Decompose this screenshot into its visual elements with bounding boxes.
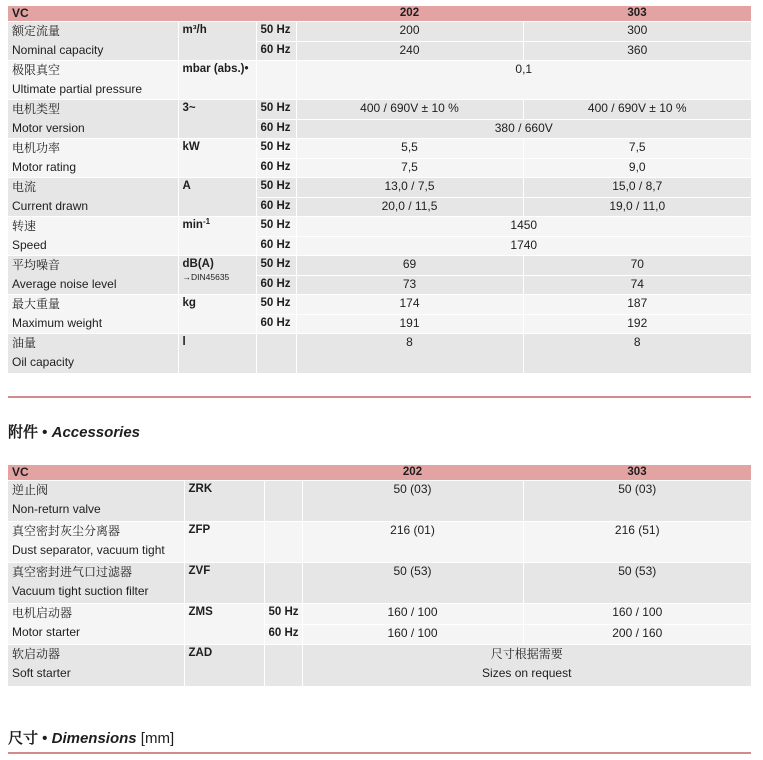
section-divider <box>8 396 751 398</box>
spec-header-model-202: 202 <box>296 6 523 22</box>
spec-unit: 3~ <box>178 100 256 139</box>
accessories-table <box>8 465 751 686</box>
spec-value-merged: 0,1 <box>296 61 751 100</box>
spec-row-capacity <box>8 22 751 42</box>
dimensions-heading-en: Dimensions <box>51 730 137 747</box>
acc-code: ZRK <box>184 481 264 522</box>
acc-row-soft-starter <box>8 645 751 686</box>
accessories-heading-sep: • <box>38 424 52 441</box>
spec-hz: 50 Hz <box>256 100 296 120</box>
acc-label-zh: 逆止阀 <box>12 483 49 497</box>
spec-label-en: Speed <box>12 238 47 252</box>
acc-value: 216 (01) <box>302 522 523 563</box>
spec-label-zh: 额定流量 <box>12 24 61 38</box>
acc-label-zh: 真空密封灰尘分离器 <box>12 524 121 538</box>
spec-hz: 50 Hz <box>256 217 296 237</box>
spec-row-noise <box>8 256 751 276</box>
spec-unit: kW <box>178 139 256 178</box>
spec-value: 174 <box>296 295 523 315</box>
spec-unit-note: →DIN45635 <box>182 272 230 282</box>
spec-row-oil <box>8 334 751 373</box>
acc-value: 50 (53) <box>523 563 751 604</box>
spec-value-merged: 380 / 660V <box>296 120 751 139</box>
spec-value: 187 <box>523 295 751 315</box>
spec-label-zh: 平均噪音 <box>12 258 61 272</box>
spec-value: 8 <box>296 334 523 373</box>
spec-label-zh: 电机功率 <box>12 141 61 155</box>
spec-row-weight <box>8 295 751 315</box>
spec-unit-sup: -1 <box>202 217 211 226</box>
dimensions-heading <box>8 727 174 748</box>
spec-value: 7,5 <box>523 139 751 159</box>
spec-value: 360 <box>523 42 751 61</box>
spec-value: 73 <box>296 276 523 295</box>
spec-value: 9,0 <box>523 159 751 178</box>
acc-hz: 50 Hz <box>264 604 302 625</box>
acc-label-zh: 电机启动器 <box>12 606 73 620</box>
spec-value-merged: 1450 <box>296 217 751 237</box>
acc-code: ZAD <box>184 645 264 686</box>
acc-label-zh: 真空密封进气口过滤器 <box>12 565 133 579</box>
acc-value: 50 (03) <box>523 481 751 522</box>
spec-value: 69 <box>296 256 523 276</box>
acc-value: 216 (51) <box>523 522 751 563</box>
acc-value: 160 / 100 <box>302 625 523 645</box>
acc-code: ZMS <box>184 604 264 645</box>
acc-merged-zh: 尺寸根据需要 <box>490 647 563 661</box>
spec-unit-base: dB(A) <box>182 258 214 270</box>
dimensions-heading-unit: [mm] <box>136 730 175 747</box>
acc-merged-en: Sizes on request <box>482 666 572 680</box>
spec-hz: 60 Hz <box>256 120 296 139</box>
acc-value: 160 / 100 <box>302 604 523 625</box>
spec-table <box>8 6 751 373</box>
spec-header-label: VC <box>8 6 178 22</box>
accessories-heading <box>8 421 140 442</box>
acc-code: ZFP <box>184 522 264 563</box>
spec-hz: 50 Hz <box>256 178 296 198</box>
spec-value: 7,5 <box>296 159 523 178</box>
spec-hz: 50 Hz <box>256 256 296 276</box>
spec-value: 200 <box>296 22 523 42</box>
acc-label-en: Motor starter <box>12 625 81 639</box>
spec-value: 240 <box>296 42 523 61</box>
acc-label-en: Soft starter <box>12 666 71 680</box>
spec-unit-base: min <box>182 219 203 231</box>
dimensions-heading-zh: 尺寸 <box>8 730 39 747</box>
accessories-heading-zh: 附件 <box>8 424 39 441</box>
spec-hz: 60 Hz <box>256 237 296 256</box>
spec-hz: 60 Hz <box>256 276 296 295</box>
spec-row-pressure <box>8 61 751 100</box>
acc-value: 50 (53) <box>302 563 523 604</box>
spec-value: 15,0 / 8,7 <box>523 178 751 198</box>
spec-hz: 50 Hz <box>256 295 296 315</box>
spec-unit <box>178 256 256 295</box>
spec-label-zh: 电机类型 <box>12 102 61 116</box>
spec-value: 191 <box>296 315 523 334</box>
spec-label-en: Nominal capacity <box>12 43 104 57</box>
spec-value: 74 <box>523 276 751 295</box>
acc-row-dust-separator <box>8 522 751 563</box>
acc-hz: 60 Hz <box>264 625 302 645</box>
spec-value: 5,5 <box>296 139 523 159</box>
spec-unit <box>178 217 256 256</box>
acc-header-model-202: 202 <box>302 465 523 481</box>
spec-hz: 50 Hz <box>256 139 296 159</box>
acc-code: ZVF <box>184 563 264 604</box>
spec-label-zh: 极限真空 <box>12 63 61 77</box>
spec-label-en: Motor rating <box>12 160 77 174</box>
spec-label-en: Current drawn <box>12 199 89 213</box>
spec-value: 400 / 690V ± 10 % <box>296 100 523 120</box>
spec-row-speed <box>8 217 751 237</box>
spec-unit: l <box>178 334 256 373</box>
spec-row-current <box>8 178 751 198</box>
spec-hz: 50 Hz <box>256 22 296 42</box>
spec-value: 70 <box>523 256 751 276</box>
spec-value-merged: 1740 <box>296 237 751 256</box>
acc-header-label: VC <box>8 465 184 481</box>
spec-value: 300 <box>523 22 751 42</box>
spec-hz: 60 Hz <box>256 315 296 334</box>
spec-header-model-303: 303 <box>523 6 751 22</box>
spec-unit: A <box>178 178 256 217</box>
spec-value: 8 <box>523 334 751 373</box>
spec-hz: 60 Hz <box>256 159 296 178</box>
spec-label-zh: 最大重量 <box>12 297 61 311</box>
spec-label-zh: 转速 <box>12 219 37 233</box>
acc-value: 160 / 100 <box>523 604 751 625</box>
acc-value: 200 / 160 <box>523 625 751 645</box>
spec-value: 19,0 / 11,0 <box>523 198 751 217</box>
spec-unit: kg <box>178 295 256 334</box>
acc-row-motor-starter <box>8 604 751 625</box>
spec-unit: mbar (abs.)• <box>178 61 256 100</box>
acc-label-zh: 软启动器 <box>12 647 61 661</box>
spec-value: 400 / 690V ± 10 % <box>523 100 751 120</box>
dimensions-heading-sep: • <box>38 730 52 747</box>
acc-label-en: Dust separator, vacuum tight <box>12 543 165 557</box>
acc-header-row <box>8 465 751 481</box>
spec-value: 13,0 / 7,5 <box>296 178 523 198</box>
spec-hz: 60 Hz <box>256 42 296 61</box>
acc-label-en: Non-return valve <box>12 502 101 516</box>
spec-unit: m³/h <box>178 22 256 61</box>
acc-value: 50 (03) <box>302 481 523 522</box>
acc-row-suction-filter <box>8 563 751 604</box>
accessories-heading-en: Accessories <box>51 424 141 441</box>
spec-value: 192 <box>523 315 751 334</box>
section-divider <box>8 752 751 754</box>
spec-label-en: Ultimate partial pressure <box>12 82 143 96</box>
spec-hz: 60 Hz <box>256 198 296 217</box>
acc-header-model-303: 303 <box>523 465 751 481</box>
spec-label-en: Oil capacity <box>12 355 75 369</box>
spec-label-zh: 油量 <box>12 336 37 350</box>
acc-label-en: Vacuum tight suction filter <box>12 584 149 598</box>
spec-label-zh: 电流 <box>12 180 37 194</box>
spec-row-motor-rating <box>8 139 751 159</box>
spec-label-en: Motor version <box>12 121 85 135</box>
spec-label-en: Maximum weight <box>12 316 103 330</box>
spec-row-motor-version <box>8 100 751 120</box>
spec-header-row <box>8 6 751 22</box>
acc-row-non-return-valve <box>8 481 751 522</box>
spec-value: 20,0 / 11,5 <box>296 198 523 217</box>
spec-label-en: Average noise level <box>12 277 117 291</box>
